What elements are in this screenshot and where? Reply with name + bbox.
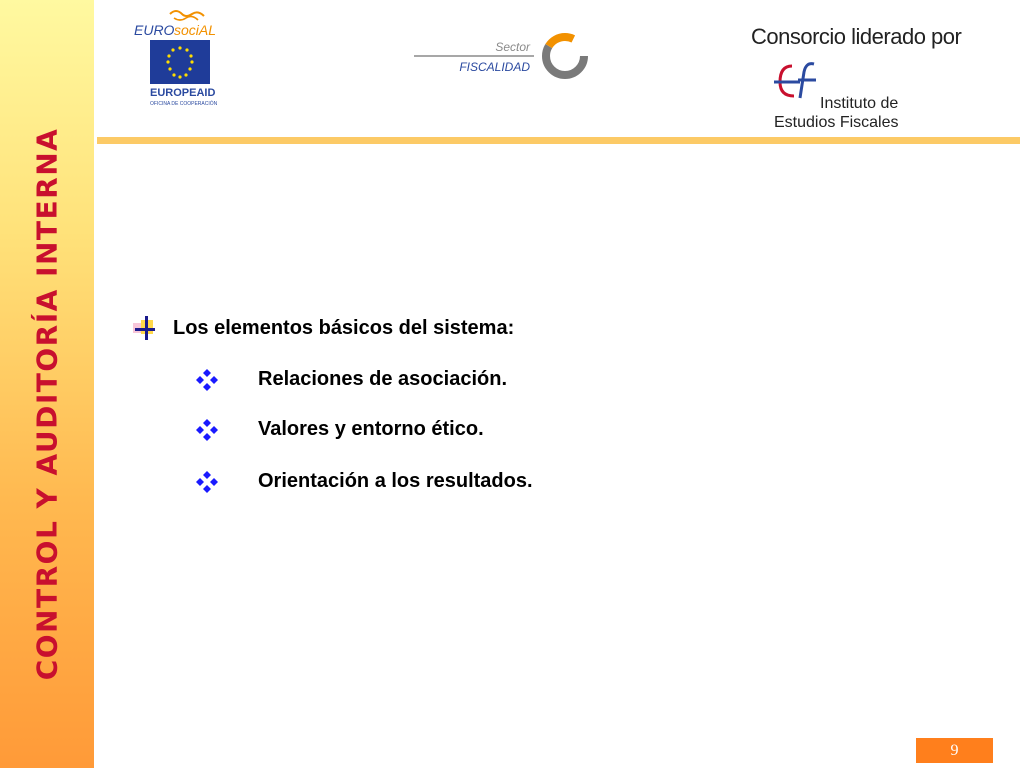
cross-bullet-icon xyxy=(133,316,157,340)
diamond-bullet-icon xyxy=(196,471,218,493)
europeaid-text: EUROPEAID xyxy=(150,87,216,99)
consorcio-label: Consorcio liderado por xyxy=(751,24,962,49)
sector-text: Sector xyxy=(495,40,530,54)
ief-name-line1: Instituto de xyxy=(820,95,899,112)
list-item-text: Valores y entorno ético. xyxy=(258,418,484,440)
sidebar-title: CONTROL Y AUDITORÍA INTERNA xyxy=(30,127,64,681)
list-item-text: Relaciones de asociación. xyxy=(258,368,507,390)
eurosocial-logo xyxy=(130,8,230,110)
page-number: 9 xyxy=(916,738,993,763)
diamond-bullet-icon xyxy=(196,369,218,391)
sector-fiscalidad-logo xyxy=(410,26,600,86)
diamond-bullet-icon xyxy=(196,419,218,441)
list-item xyxy=(196,470,533,493)
oficina-text: OFICINA DE COOPERACIÓN xyxy=(150,101,218,107)
ief-name xyxy=(774,94,899,132)
eurosocial-social-text: sociAL xyxy=(174,22,217,38)
fiscalidad-text: FISCALIDAD xyxy=(459,60,530,74)
list-item-text: Orientación a los resultados. xyxy=(258,470,533,492)
ief-name-line2: Estudios Fiscales xyxy=(774,114,899,131)
eurosocial-euro-text: EURO xyxy=(134,22,175,38)
header-divider xyxy=(97,137,1020,144)
main-heading-item xyxy=(133,316,514,340)
list-item xyxy=(196,368,507,391)
ief-logo xyxy=(752,56,932,132)
list-item xyxy=(196,418,484,441)
main-heading: Los elementos básicos del sistema: xyxy=(173,316,515,339)
sidebar xyxy=(0,0,94,768)
